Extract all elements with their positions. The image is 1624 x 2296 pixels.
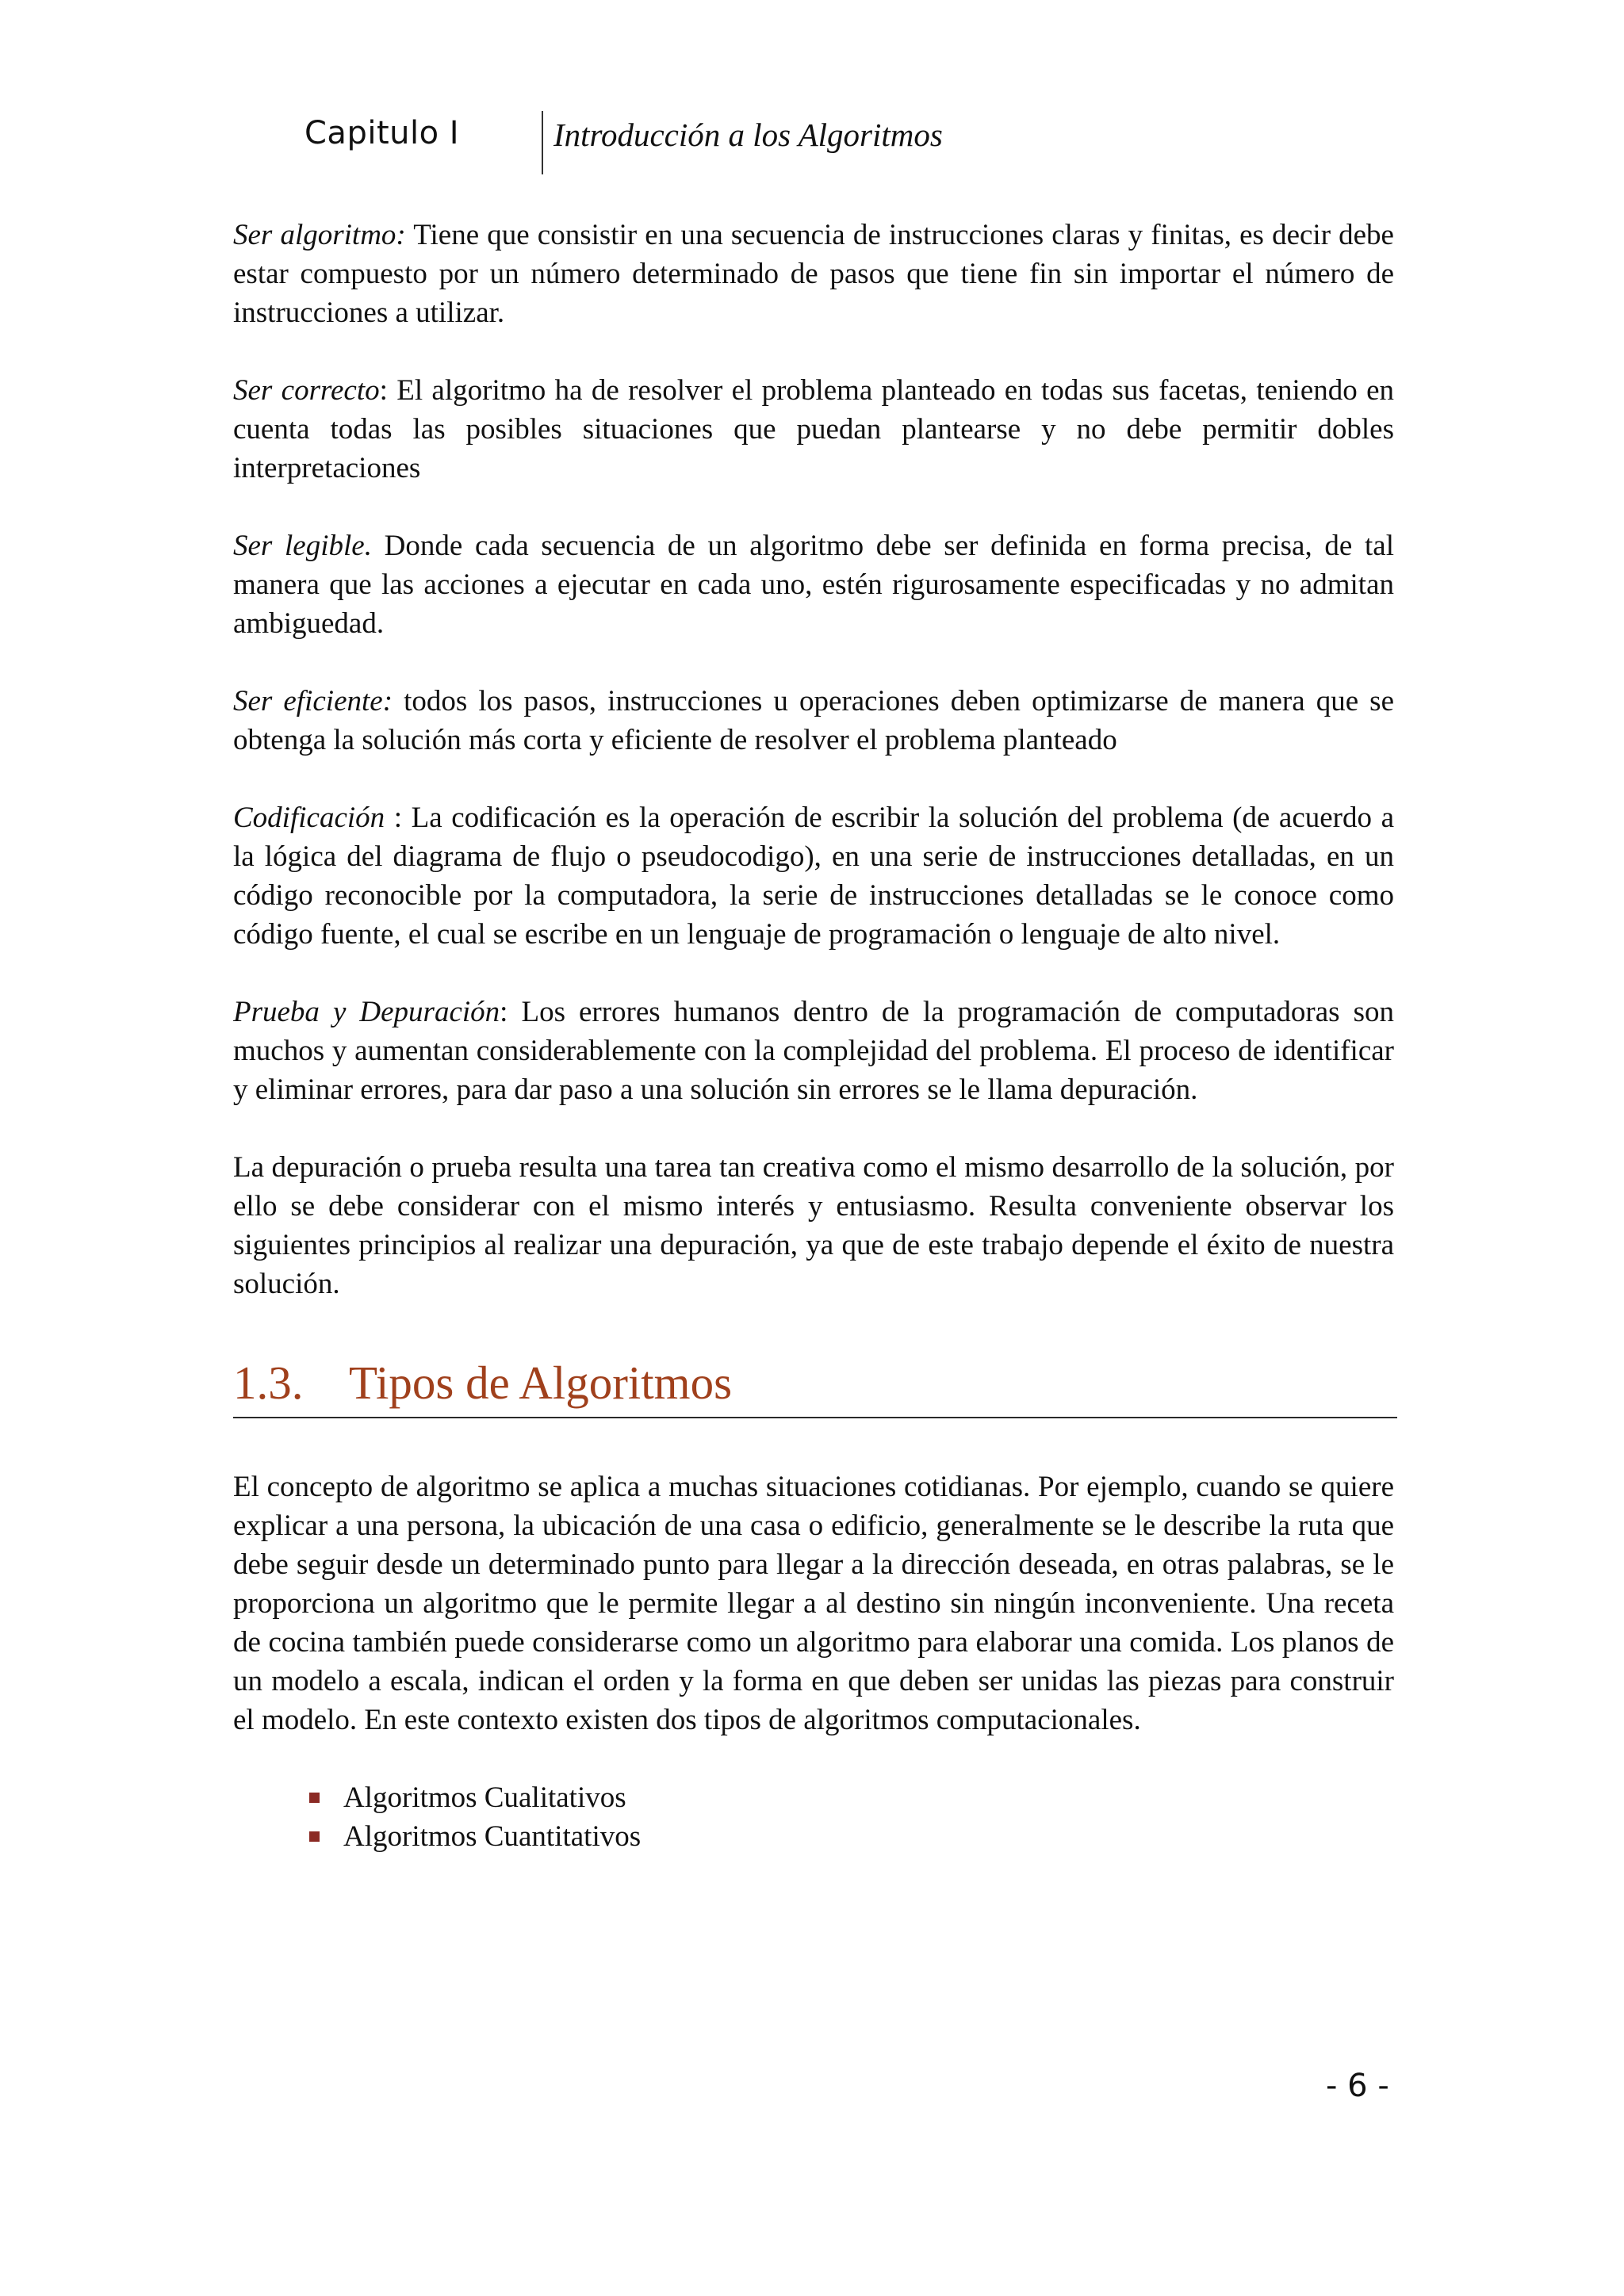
term-label: Prueba y Depuración — [233, 996, 500, 1028]
paragraph-text: La depuración o prueba resulta una tarea tan creativa como el mismo desarrollo de la solución, por ello se debe considerar con el mismo interés y entusiasmo. Resulta conveniente observar los siguientes principios al realizar una depuración, ya que de este trabajo depende el éxito de nuestra solución. — [233, 1151, 1394, 1300]
paragraph-prueba-depuracion — [233, 993, 1394, 1109]
section-heading — [233, 1356, 1394, 1417]
paragraph-text: Tiene que consistir en una secuencia de instrucciones claras y finitas, es decir debe estar compuesto por un número determinado de pasos que tiene fin sin importar el número de instrucciones a utilizar. — [233, 219, 1394, 329]
list-item-label: Algoritmos Cuantitativos — [343, 1820, 642, 1853]
list-item — [309, 1778, 1394, 1817]
paragraph-text: todos los pasos, instrucciones u operaciones deben optimizarse de manera que se obtenga la solución más corta y eficiente de resolver el problema planteado — [233, 685, 1394, 756]
list-item — [309, 1817, 1394, 1856]
chapter-label: Capitulo I — [304, 115, 460, 151]
page-body — [233, 216, 1394, 1856]
term-label: Ser eficiente: — [233, 685, 393, 718]
page-number: - 6 - — [1326, 2068, 1389, 2104]
paragraph-ser-eficiente — [233, 682, 1394, 760]
paragraph-ser-algoritmo — [233, 216, 1394, 332]
list-item-label: Algoritmos Cualitativos — [343, 1781, 626, 1814]
square-bullet-icon — [309, 1831, 320, 1842]
paragraph-text: : El algoritmo ha de resolver el problema planteado en todas sus facetas, teniendo en cuenta todas las posibles situaciones que puedan plantearse y no debe permitir dobles interpretaciones — [233, 374, 1394, 484]
square-bullet-icon — [309, 1793, 320, 1803]
section-number: 1.3. — [233, 1357, 304, 1409]
paragraph-text: : La codificación es la operación de escribir la solución del problema (de acuerdo a la lógica del diagrama de flujo o pseudocodigo), en una serie de instrucciones detalladas, en un código reconocible por la computadora, la serie de instrucciones detalladas se le conoce como código fuente, el cual se escribe en un lenguaje de programación o lenguaje de alto nivel. — [233, 802, 1394, 951]
term-label: Ser legible. — [233, 530, 372, 562]
section-underline — [233, 1417, 1397, 1418]
header-divider — [542, 111, 543, 174]
paragraph-text: Donde cada secuencia de un algoritmo debe ser definida en forma precisa, de tal manera que las acciones a ejecutar en cada uno, estén rigurosamente especificadas y no admitan ambiguedad. — [233, 530, 1394, 640]
paragraph-text: : Los errores humanos dentro de la programación de computadoras son muchos y aumentan considerablemente con la complejidad del problema. El proceso de identificar y eliminar errores, para dar paso a una solución sin errores se le llama depuración. — [233, 996, 1395, 1106]
term-label: Ser algoritmo: — [233, 219, 406, 251]
paragraph-ser-correcto — [233, 371, 1394, 488]
chapter-title: Introducción a los Algoritmos — [553, 117, 943, 153]
algorithm-types-list — [309, 1778, 1394, 1856]
paragraph-codificacion — [233, 798, 1394, 954]
paragraph-depuracion — [233, 1148, 1394, 1303]
section-title: Tipos de Algoritmos — [349, 1357, 733, 1409]
paragraph-ser-legible — [233, 526, 1394, 643]
section-intro-paragraph: El concepto de algoritmo se aplica a muchas situaciones cotidianas. Por ejemplo, cuando se quiere explicar a una persona, la ubicación de una casa o edificio, generalmente se le describe la ruta que debe seguir desde un determinado punto para llegar a la dirección deseada, en otras palabras, se le proporciona un algoritmo que le permite llegar a al destino sin ningún inconveniente. Una receta de cocina también puede considerarse como un algoritmo para elaborar una comida. Los planos de un modelo a escala, indican el orden y la forma en que deben ser unidas las piezas para construir el modelo. En este contexto existen dos tipos de algoritmos computacionales. — [233, 1471, 1394, 1736]
term-label: Codificación — [233, 802, 385, 834]
term-label: Ser correcto — [233, 374, 380, 407]
